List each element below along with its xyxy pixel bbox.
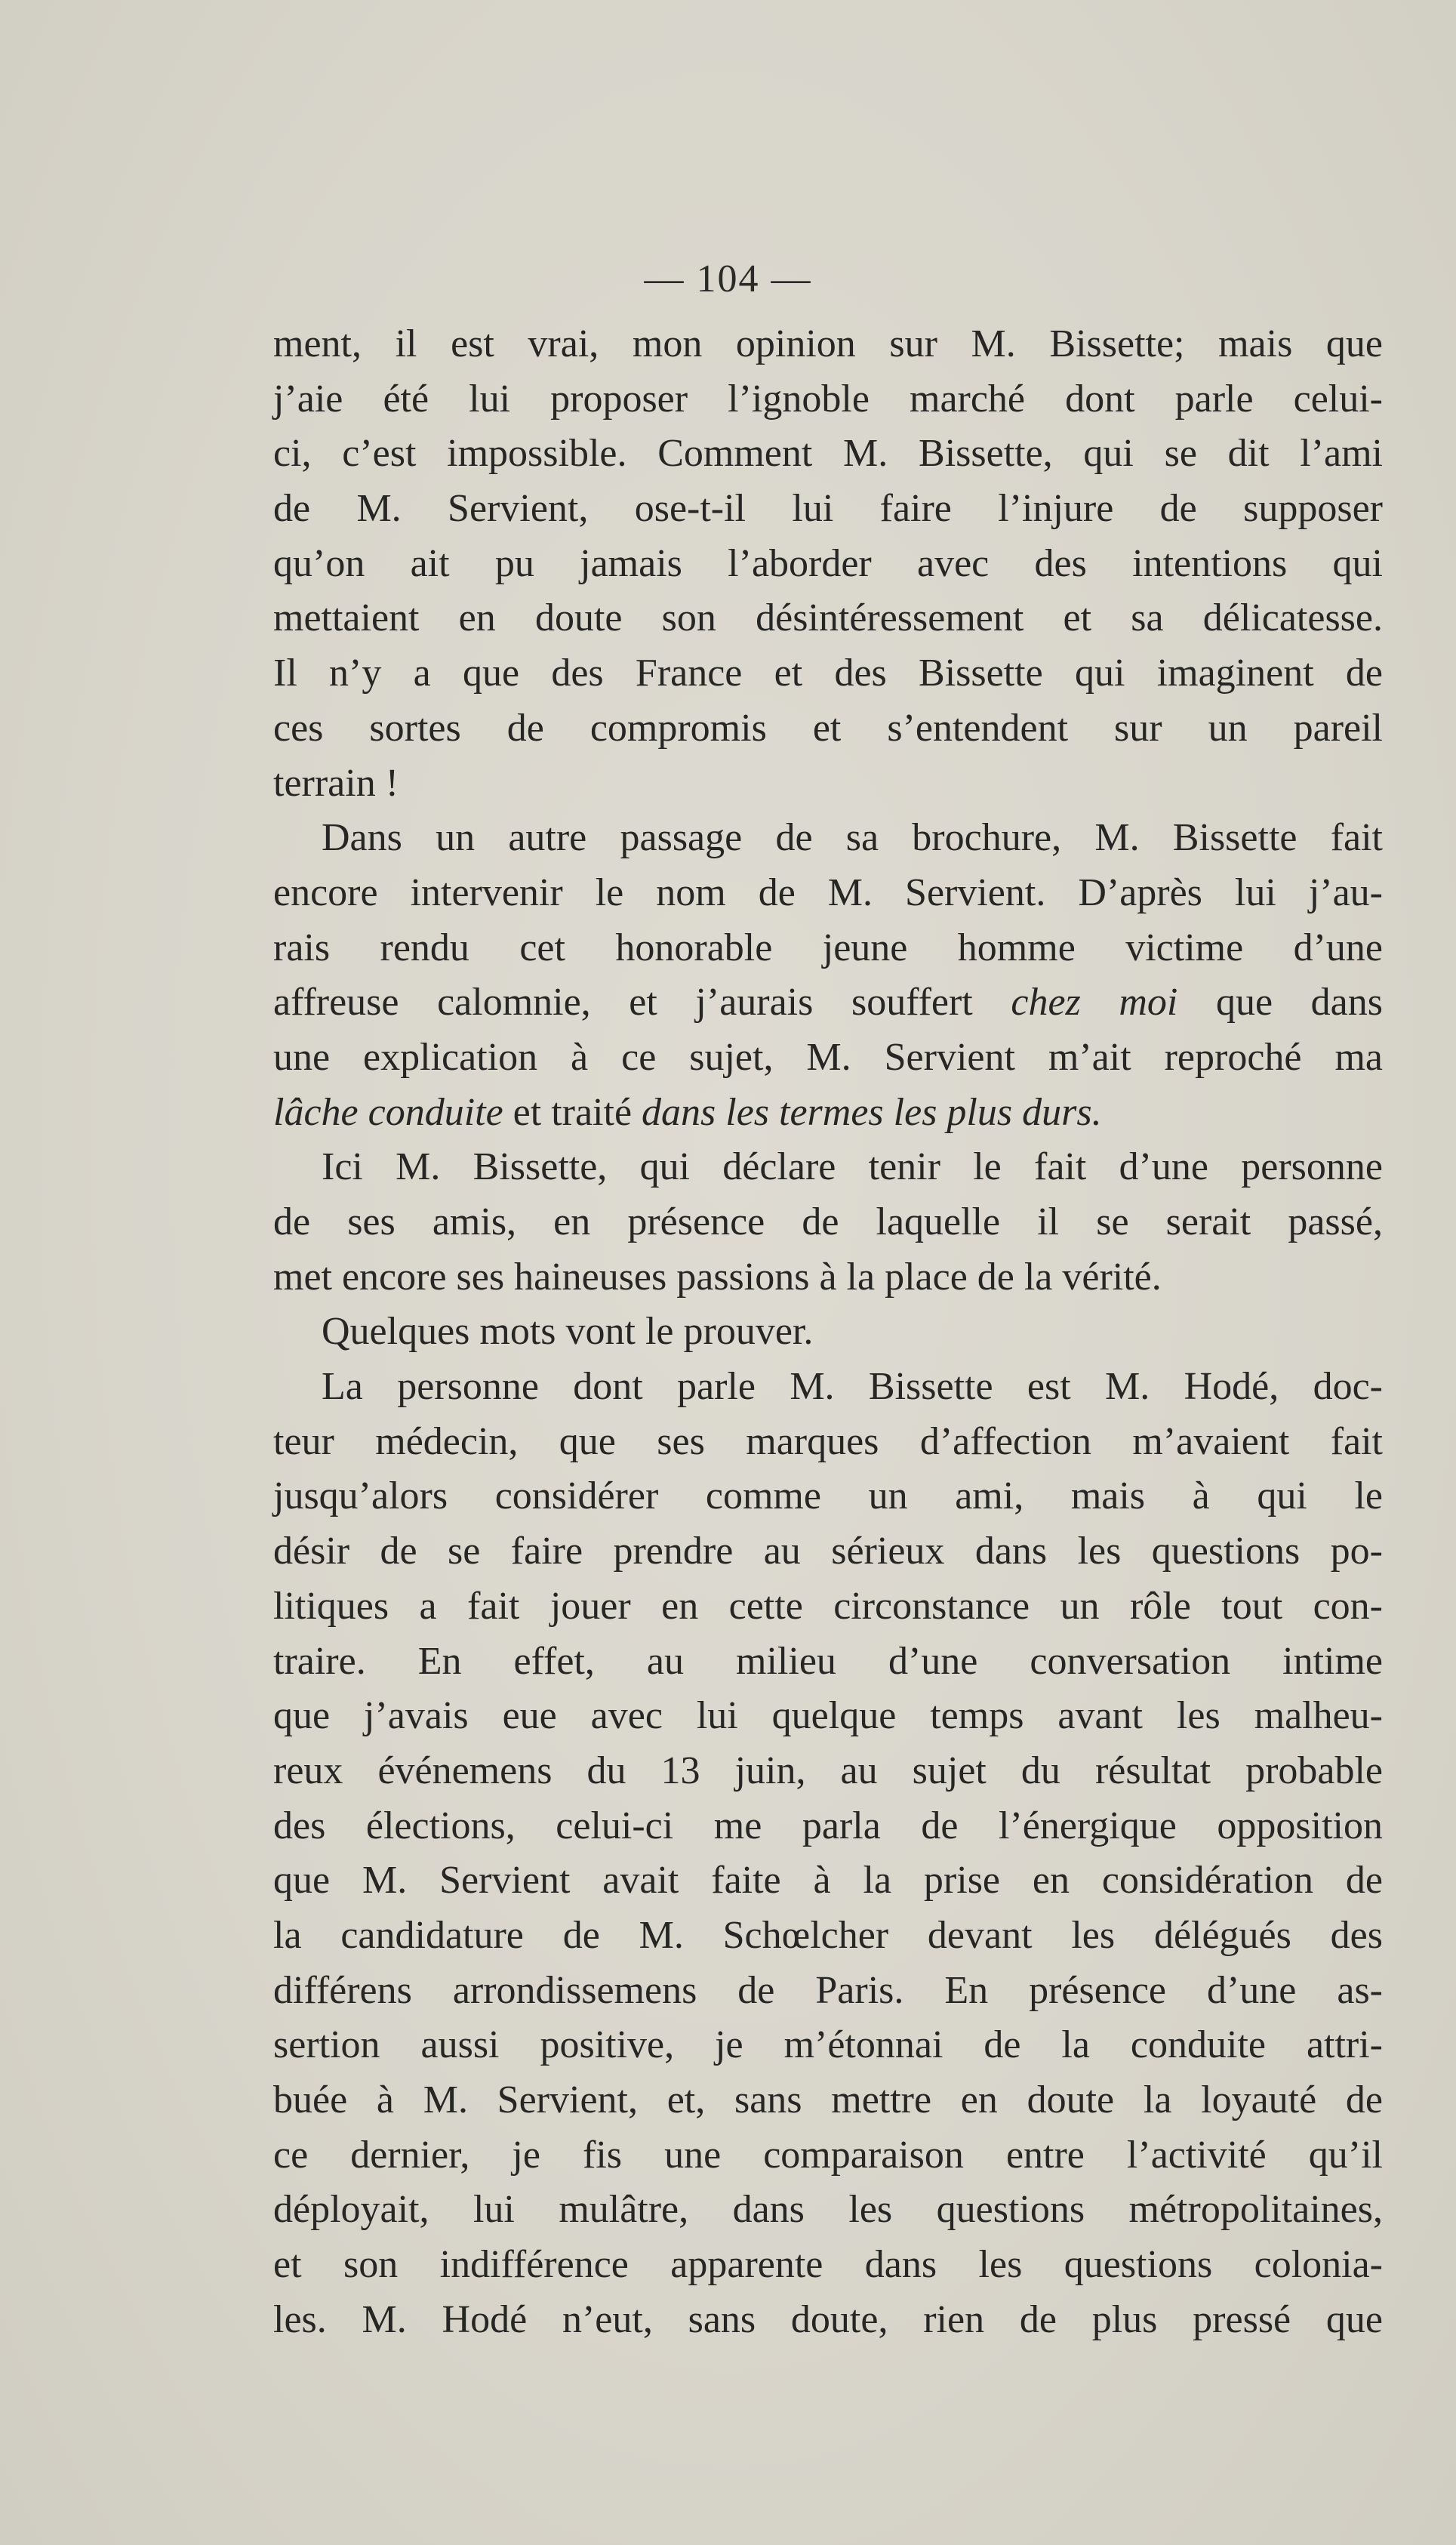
text-segment: La personne dont parle M. Bissette est M. Hodé, doc-: [322, 1365, 1383, 1409]
text-line: [273, 1415, 1383, 1470]
text-line: [273, 1524, 1383, 1579]
text-segment: traire. En effet, au milieu d’une conversation intime: [273, 1639, 1383, 1683]
text-segment: Il n’y a que des France et des Bissette qui imaginent de: [273, 652, 1383, 695]
text-line: [273, 1086, 1383, 1141]
text-segment: des élections, celui-ci me parla de l’énergique opposition: [273, 1804, 1383, 1847]
text-segment: que dans: [1177, 981, 1383, 1024]
text-line: [273, 1964, 1383, 2019]
text-segment: et son indifférence apparente dans les questions colonia-: [273, 2243, 1383, 2287]
text-segment: que M. Servient avait faite à la prise en considération de: [273, 1859, 1383, 1903]
text-segment: jusqu’alors considérer comme un ami, mais à qui le: [273, 1474, 1383, 1518]
text-line: [273, 2183, 1383, 2238]
text-line: [273, 427, 1383, 482]
text-line: [273, 1195, 1383, 1250]
text-line: [273, 1635, 1383, 1690]
text-segment: ment, il est vrai, mon opinion sur M. Bissette; mais que: [273, 322, 1383, 365]
text-segment: encore intervenir le nom de M. Servient. D’après lui j’au-: [273, 870, 1383, 914]
text-line: [273, 1305, 1383, 1360]
text-line: [273, 537, 1383, 592]
text-segment: de ses amis, en présence de laquelle il se serait passé,: [273, 1200, 1383, 1243]
text-line: [273, 1140, 1383, 1195]
text-line: [273, 866, 1383, 921]
text-line: [273, 975, 1383, 1031]
text-segment: sertion aussi positive, je m’étonnai de la conduite attri-: [273, 2023, 1383, 2067]
text-line: [273, 756, 1383, 812]
text-segment: ce dernier, je fis une comparaison entre l’activité qu’il: [273, 2133, 1383, 2177]
text-segment: déployait, lui mulâtre, dans les questions métropolitaines,: [273, 2188, 1383, 2232]
italic-text: chez moi: [1011, 981, 1178, 1024]
text-line: [273, 1031, 1383, 1086]
text-segment: Ici M. Bissette, qui déclare tenir le fait d’une personne: [322, 1145, 1383, 1189]
text-line: [273, 811, 1383, 866]
text-line: [273, 1853, 1383, 1909]
text-line: [273, 1250, 1383, 1305]
text-line: [273, 1744, 1383, 1799]
text-line: [273, 1360, 1383, 1415]
text-line: [273, 1469, 1383, 1524]
text-line: [273, 2238, 1383, 2293]
text-line: [273, 2073, 1383, 2128]
text-line: [273, 1909, 1383, 1964]
page-number: — 104 —: [644, 257, 812, 300]
text-line: [273, 1799, 1383, 1854]
text-line: [273, 2018, 1383, 2073]
text-segment: et traité: [503, 1090, 642, 1134]
text-segment: la candidature de M. Schœlcher devant les délégués des: [273, 1913, 1383, 1957]
italic-text: dans les termes les plus durs.: [642, 1090, 1102, 1134]
text-line: [273, 646, 1383, 701]
text-line: [273, 1689, 1383, 1744]
text-segment: met encore ses haineuses passions à la place de la vérité.: [273, 1255, 1162, 1299]
text-segment: que j’avais eue avec lui quelque temps avant les malheu-: [273, 1694, 1383, 1738]
text-segment: de M. Servient, ose-t-il lui faire l’injure de supposer: [273, 487, 1383, 531]
text-line: [273, 701, 1383, 756]
text-segment: les. M. Hodé n’eut, sans doute, rien de plus pressé que: [273, 2297, 1383, 2341]
text-line: [273, 591, 1383, 646]
text-line: [273, 317, 1383, 372]
text-segment: une explication à ce sujet, M. Servient m’ait reproché ma: [273, 1035, 1383, 1079]
text-segment: reux événemens du 13 juin, au sujet du résultat probable: [273, 1749, 1383, 1792]
text-segment: teur médecin, que ses marques d’affection m’avaient fait: [273, 1419, 1383, 1463]
text-segment: affreuse calomnie, et j’aurais souffert: [273, 981, 1011, 1024]
text-segment: Quelques mots vont le prouver.: [322, 1310, 814, 1354]
text-line: [273, 372, 1383, 427]
text-segment: terrain !: [273, 761, 399, 805]
text-line: [273, 482, 1383, 537]
text-segment: mettaient en doute son désintéressement et sa délicatesse.: [273, 596, 1383, 640]
text-line: [273, 921, 1383, 976]
body-text: [273, 317, 1383, 2347]
text-segment: buée à M. Servient, et, sans mettre en doute la loyauté de: [273, 2078, 1383, 2121]
text-segment: litiques a fait jouer en cette circonstance un rôle tout con-: [273, 1584, 1383, 1628]
text-segment: rais rendu cet honorable jeune homme victime d’une: [273, 926, 1383, 969]
text-segment: j’aie été lui proposer l’ignoble marché dont parle celui-: [273, 377, 1383, 421]
text-segment: ci, c’est impossible. Comment M. Bissette, qui se dit l’ami: [273, 432, 1383, 476]
text-line: [273, 2293, 1383, 2348]
text-line: [273, 2128, 1383, 2183]
text-segment: qu’on ait pu jamais l’aborder avec des intentions qui: [273, 541, 1383, 585]
text-line: [273, 1579, 1383, 1635]
text-segment: Dans un autre passage de sa brochure, M. Bissette fait: [322, 816, 1383, 860]
text-segment: différens arrondissemens de Paris. En présence d’une as-: [273, 1968, 1383, 2012]
text-segment: désir de se faire prendre au sérieux dans les questions po-: [273, 1530, 1383, 1573]
text-segment: ces sortes de compromis et s’entendent sur un pareil: [273, 706, 1383, 750]
italic-text: lâche conduite: [273, 1090, 503, 1134]
